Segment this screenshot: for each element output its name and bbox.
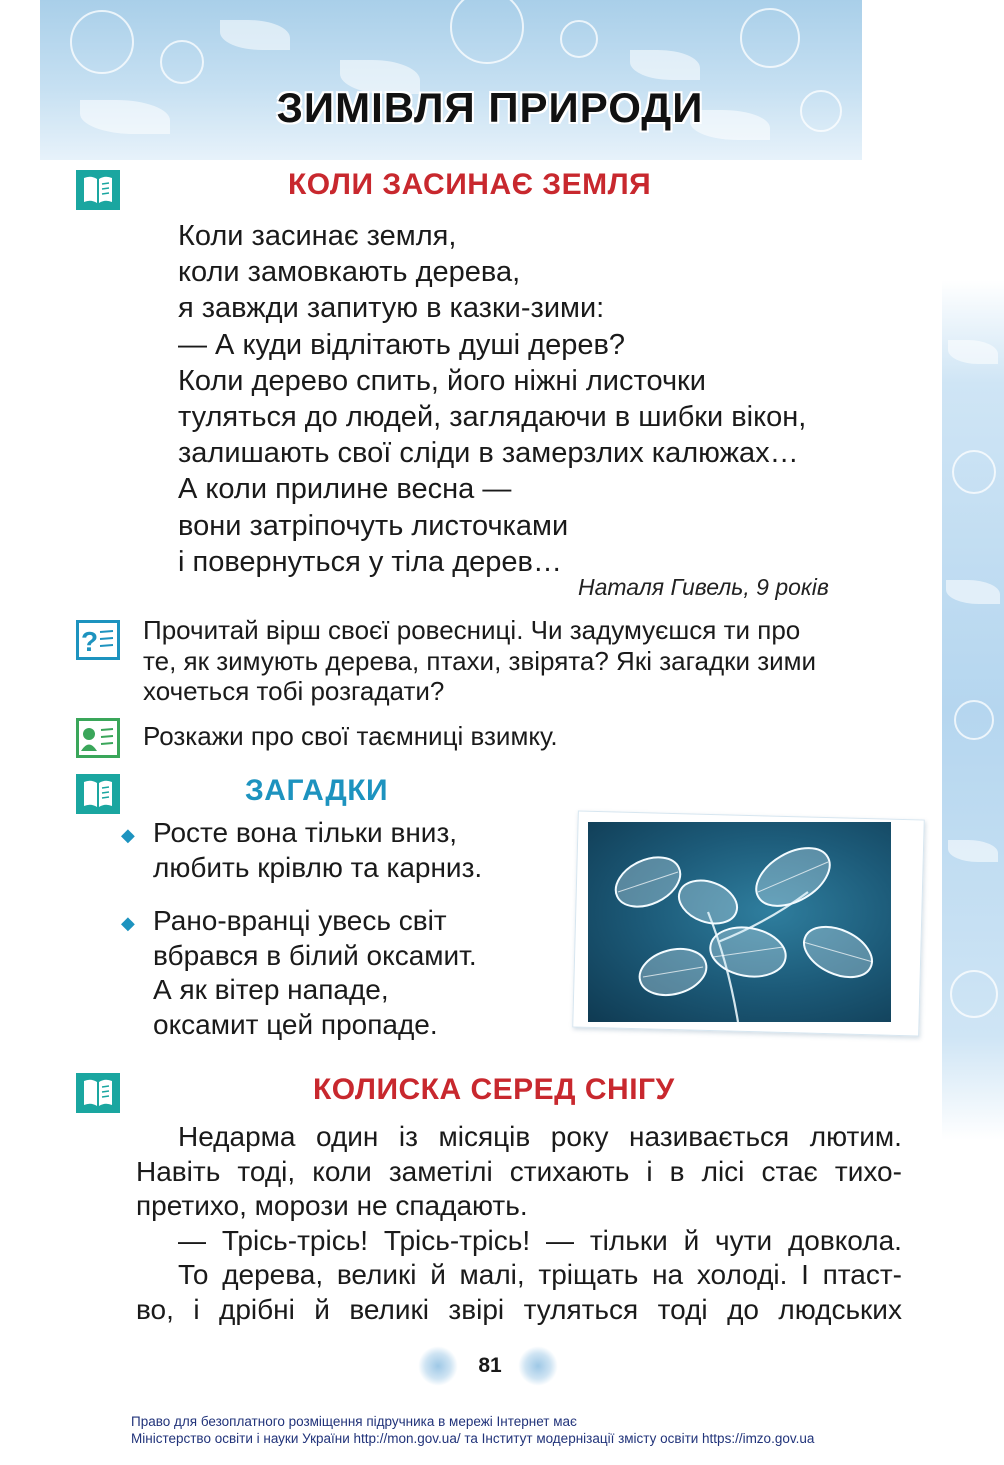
task-line: те, як зимують дерева, птахи, звірята? Які загадки зими [143, 645, 817, 676]
open-book-icon [76, 1073, 120, 1113]
riddle-line: Росте вона тільки вниз, [153, 817, 458, 848]
riddle-item [153, 904, 477, 1042]
diamond-bullet-icon: ◆ [121, 913, 135, 933]
word: великі [349, 1293, 429, 1325]
word: й [314, 1293, 330, 1325]
story-text [136, 1120, 902, 1328]
word: Трісь-трісь! [221, 1224, 369, 1256]
riddles-title: ЗАГАДКИ [245, 774, 389, 807]
word: називається [629, 1121, 790, 1152]
footer-line: Право для безоплатного розміщення підручника в мережі Інтернет має [131, 1414, 577, 1429]
word: в [669, 1155, 685, 1187]
poem-line: Коли засинає земля, [178, 220, 457, 252]
poem-line: залишають свої сліди в замерзлих калюжах… [178, 437, 799, 470]
word: лютим. [809, 1121, 902, 1152]
open-book-icon [76, 774, 120, 814]
svg-text:?: ? [81, 626, 99, 657]
word: тріщать [538, 1259, 639, 1291]
poem-line: коли замовкають дерева, [178, 256, 521, 289]
word: дерева, [222, 1259, 324, 1291]
footer-line: Міністерство освіти і науки України http://mon.gov.ua/ та Інститут модернізації змісту освіти https://imzo.gov.ua [131, 1430, 815, 1446]
word: великі [336, 1259, 417, 1291]
word: і [646, 1155, 653, 1187]
word: й [683, 1224, 700, 1256]
story-line [136, 1224, 902, 1259]
poem-line: вони затріпочуть листочками [178, 509, 569, 542]
word: на [652, 1259, 684, 1291]
word: То [178, 1259, 209, 1291]
word: Недарма [178, 1121, 296, 1152]
riddle-line: А як вітер нападе, [153, 974, 389, 1005]
question-book-icon [76, 620, 120, 660]
word: тоді, [237, 1155, 296, 1187]
poem-line: Коли дерево спить, його ніжні листочки [178, 364, 706, 397]
page-number: 81 [478, 1354, 502, 1377]
poem-title: КОЛИ ЗАСИНАЄ ЗЕМЛЯ [288, 168, 652, 201]
story-line [136, 1120, 902, 1155]
poem-line: А коли прилине весна — [178, 473, 512, 506]
word: місяців [438, 1121, 531, 1152]
riddle-line: любить крівлю та карниз. [153, 851, 483, 883]
side-ornament [942, 280, 1004, 1140]
story-line [136, 1155, 902, 1190]
word: лісі [701, 1155, 745, 1187]
word: довкола. [787, 1224, 902, 1256]
word: Трісь-трісь! [383, 1224, 531, 1256]
story-line: претихо, морози не спадають. [136, 1190, 528, 1222]
riddle-item [153, 816, 482, 885]
word: — [546, 1224, 574, 1256]
open-book-icon [76, 170, 120, 210]
page-title: ЗИМІВЛЯ ПРИРОДИ [276, 84, 704, 131]
poem-line: я завжди запитую в казки-зими: [178, 292, 605, 325]
riddle-line: оксамит цей пропаде. [153, 1008, 438, 1040]
frost-leaves-illustration [588, 822, 891, 1022]
word: во, [136, 1293, 174, 1325]
word: тихо- [834, 1155, 902, 1187]
word: холоді. [696, 1259, 788, 1291]
word: року [550, 1121, 609, 1152]
frosted-leaves-photo [588, 822, 891, 1022]
word: стихають [509, 1155, 630, 1187]
word: стає [761, 1155, 818, 1187]
poem-author: Наталя Гивель, 9 років [578, 574, 829, 600]
footer-notice [131, 1414, 814, 1447]
poem-line: і повернуться у тіла дерев… [178, 545, 562, 578]
word: і [193, 1293, 200, 1325]
snowflake-icon [418, 1346, 458, 1386]
story-line [136, 1258, 902, 1293]
snowflake-icon [518, 1346, 558, 1386]
speaking-book-icon [76, 718, 120, 758]
word: птаст- [822, 1259, 902, 1291]
riddle-line: Рано-вранці увесь світ [153, 905, 447, 936]
header-ornament [40, 0, 862, 160]
word: коли [312, 1155, 372, 1187]
word: туляться [523, 1293, 639, 1325]
word: тільки [589, 1224, 668, 1256]
word: людських [778, 1293, 902, 1325]
task-line: Розкажи про свої таємниці взимку. [143, 721, 558, 751]
poem-line: туляться до людей, заглядаючи в шибки вікон, [178, 401, 807, 434]
poem-line: — А куди відлітають душі дерев? [178, 328, 625, 361]
word: тоді [657, 1293, 708, 1325]
word: звірі [448, 1293, 505, 1325]
speak-task [143, 721, 558, 752]
word: І [801, 1259, 809, 1291]
word: малі, [459, 1259, 525, 1291]
word: один [316, 1121, 379, 1152]
word: й [430, 1259, 446, 1291]
word: чути [715, 1224, 773, 1256]
word: до [727, 1293, 759, 1325]
story-line [136, 1293, 902, 1328]
diamond-bullet-icon: ◆ [121, 825, 135, 845]
story-title: КОЛИСКА СЕРЕД СНІГУ [313, 1073, 675, 1106]
word: із [398, 1121, 418, 1152]
task-line: Прочитай вірш своєї ровесниці. Чи задумуєшся ти про [143, 615, 801, 645]
task-line: хочеться тобі розгадати? [143, 676, 445, 706]
word: Навіть [136, 1155, 221, 1187]
riddle-line: вбрався в білий оксамит. [153, 939, 477, 971]
word: заметілі [388, 1155, 493, 1187]
word: — [178, 1224, 206, 1256]
poem-text [178, 218, 806, 580]
question-task [143, 615, 816, 707]
word: дрібні [219, 1293, 295, 1325]
